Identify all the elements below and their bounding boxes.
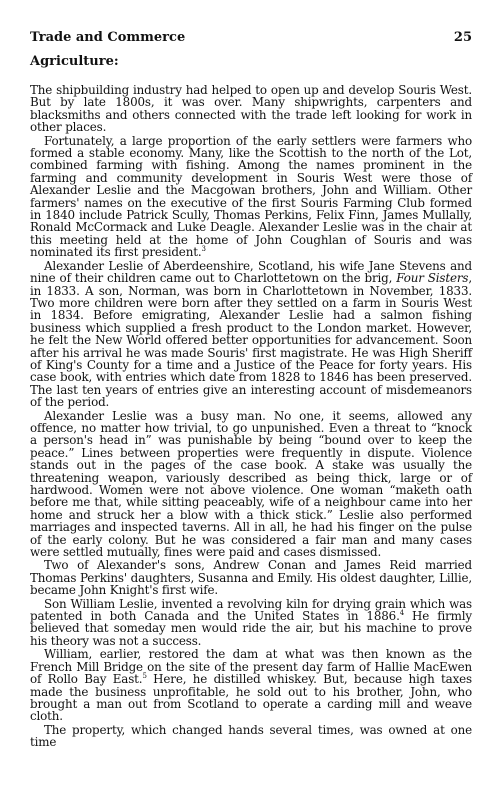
paragraph-8: The property, which changed hands several times, was owned at one time [30,722,472,750]
paragraph-5: Two of Alexander's sons, Andrew Conan and James Reid married Thomas Perkins' daughters, Susanna and Emily. His oldest daughter, Lillie, became John Knight's first wife. [30,558,472,598]
paragraph-6: Son William Leslie, invented a revolving kiln for drying grain which was patented in both Canada and the United States in 1886.$^4$ He firmly believed that someday men would ride the air, but his machine to prove his theory was not a success. [30,596,472,648]
paragraph-7: William, earlier, restored the dam at what was then known as the French Mill Bridge on the site of the present day farm of Hallie MacEwen of Rollo Bay East.$^5$ Here, he distilled whiskey. But, because high taxes made the business unprofitable, he sold out to his brother, John, who brought a man out from Scotland to operate a carding mill and weave cloth. [30,647,472,724]
running-title: Trade and Commerce [30,30,186,45]
footnote-ref-5: 5 [142,672,147,681]
footnote-ref-3: 3 [201,245,206,254]
paragraph-4: Alexander Leslie was a busy man. No one, it seems, allowed any offence, no matter how trivial, to go unpunished. Even a threat to “knock a person's head in” was punishable by being “bound over to keep the peace.” Lines between properties were frequently in dispute. Violence stands out in the pages of the case book. A stake was usually the threatening weapon, variously described as being thick, large or of hardwood. Women were not above violence. One woman “maketh oath before me that, while sitting peaceably, wife of a neighbour came into her home and struck her a blow with a thick stick.” Leslie also performed marriages and inspected taverns. All in all, he had his finger on the pulse of the early colony. But he was considered a fair man and many cases were settled mutually, fines were paid and cases dismissed. [30,408,472,560]
section-heading: Agriculture: [30,54,119,69]
body-text [30,84,472,750]
paragraph-1: The shipbuilding industry had helped to open up and develop Souris West. But by late 1800s, it was over. Many shipwrights, carpenters and blacksmiths and others connected with the trade left looking for work in other places. [30,83,472,135]
page-number: 25 [453,30,472,45]
ship-name: Four Sisters [396,271,469,286]
page-header [30,30,472,45]
paragraph-3: Alexander Leslie of Aberdeenshire, Scotland, his wife Jane Stevens and nine of their children came out to Charlottetown on the brig, Four Sisters, in 1833. A son, Norman, was born in Charlottetown in November, 1833. Two more children were born after they settled on a farm in Souris West in 1834. Before emigrating, Alexander Leslie had a salmon fishing business which supplied a fresh product to the London market. However, he felt the New World offered better opportunities for advancement. Soon after his arrival he was made Souris' first magistrate. He was High Sheriff of King's County for a time and a Justice of the Peace for forty years. His case book, with entries which date from 1828 to 1846 has been preserved. The last ten years of entries give an interesting account of misdemeanors of the period. [30,258,472,410]
footnote-ref-4: 4 [399,609,405,618]
paragraph-2: Fortunately, a large proportion of the early settlers were farmers who formed a stable economy. Many, like the Scottish to the north of the Lot, combined farming with fishing. Among the names prominent in the farming and community development in Souris West were those of Alexander Leslie and the Macgowan brothers, John and William. Other farmers' names on the executive of the first Souris Farming Club formed in 1840 include Patrick Scully, Thomas Perkins, Felix Finn, James Mullally, Ronald McCormack and Luke Deagle. Alexander Leslie was in the chair at this meeting held at the home of John Coughlan of Souris and was nominated its first president.$^3$ [30,133,472,260]
